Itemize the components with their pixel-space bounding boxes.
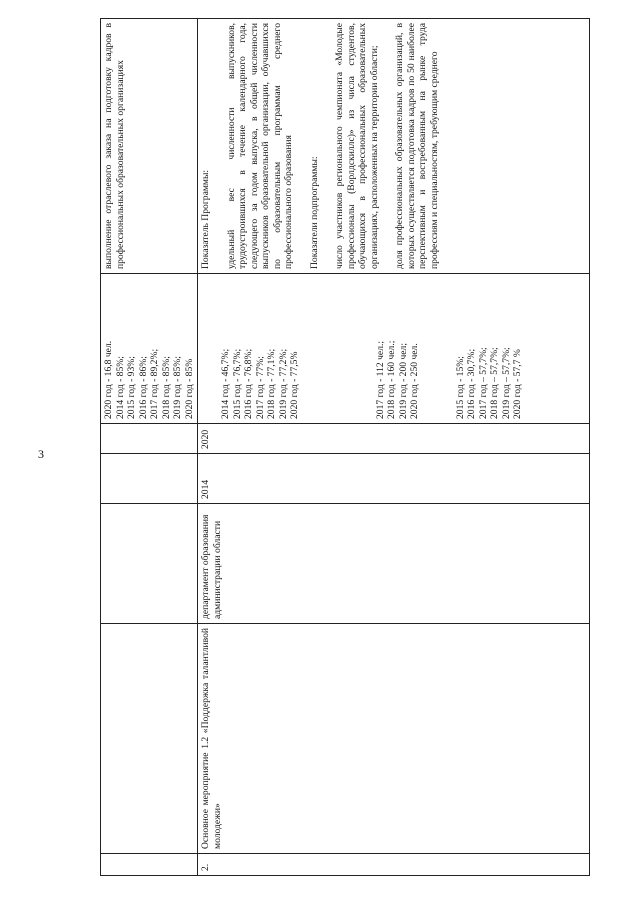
cell-values <box>198 274 590 424</box>
value-line: 2018 год - 160 чел.; <box>386 340 397 419</box>
subprogram-heading: Показатели подпрограммы: <box>308 156 320 269</box>
indicator-text: выполнение отраслевого заказа на подготовку кадров в профессиональных образовательных организациях <box>103 23 126 269</box>
cell-number <box>101 854 198 876</box>
cell-executor: департамент образования администрации области <box>198 504 590 624</box>
value-line: 2020 год - 250 чел. <box>409 343 420 419</box>
value-line: 2016 год - 76,8%; <box>243 348 254 419</box>
value-line: 2015 год - 76,7%; <box>231 348 243 419</box>
cell-start-year: 2014 <box>198 454 590 504</box>
value-line: 2017 год – 57,7%; <box>477 347 489 419</box>
subprogram-indicator-2: доля профессиональных образовательных организаций, в которых осуществляется подготовка кадров по 50 наиболее перспективным и востребованным на рынке труда профессиям и специальностям, требующим среднего <box>394 23 440 269</box>
value-line: 2020 год - 85% <box>183 358 195 419</box>
value-line: 2020 год - 57,7 % <box>512 349 523 419</box>
program-indicator: удельный вес численности выпускников, трудоустроившихся в течение календарного года, следующего за годом выпуска, в общей численности выпускников образовательной организации, обучавшихся по образовательным программам среднего профессионального образования <box>225 23 294 269</box>
cell-number: 2. <box>198 854 590 876</box>
value-line: 2017 год - 112 чел.; <box>374 340 386 419</box>
value-line: 2018 год – 57,7%; <box>489 347 500 419</box>
cell-end-year: 2020 <box>198 424 590 454</box>
value-line: 2018 год - 77,1%; <box>266 348 277 419</box>
value-line: 2018 год - 85%; <box>160 356 172 419</box>
value-line: 2017 год - 77%; <box>254 356 266 419</box>
cell-event <box>101 624 198 854</box>
cell-executor <box>101 504 198 624</box>
program-heading: Показатель Программы: <box>200 169 211 269</box>
value-line: 2017 год - 89,2%; <box>149 348 160 419</box>
value-line: 2019 год - 77,2%; <box>277 348 289 419</box>
value-line: 2019 год - 85%; <box>172 356 183 419</box>
cell-values <box>101 274 198 424</box>
value-line: 2020 год - 16,8 чел. <box>103 340 114 419</box>
cell-indicator <box>101 19 198 274</box>
cell-event: Основное мероприятие 1.2 «Поддержка талантливой молодежи» <box>198 624 590 854</box>
value-line: 2014 год - 46,7%; <box>220 348 231 419</box>
value-line: 2020 год - 77,5% <box>289 351 300 419</box>
value-line: 2015 год - 93%; <box>126 356 137 419</box>
cell-end-year <box>101 424 198 454</box>
table-row-continuation <box>101 19 198 876</box>
value-line: 2015 год - 15%; <box>454 356 466 419</box>
cell-indicator <box>198 19 590 274</box>
cell-start-year <box>101 454 198 504</box>
table-row-2 <box>198 19 590 876</box>
value-line: 2014 год - 85%; <box>114 356 126 419</box>
page-number: 3 <box>38 447 44 461</box>
value-line: 2016 год - 86%; <box>137 356 149 419</box>
subprogram-indicator-1: число участников регионального чемпионата «Молодые профессионалы (Ворлдскиллс)» из числа студентов, обучающихся в профессиональных образовательных организациях, расположенных на территории области; <box>334 23 380 269</box>
value-line: 2019 год – 57,7%; <box>500 347 512 419</box>
rotated-table-page <box>100 18 590 876</box>
value-line: 2016 год - 30,7%; <box>466 348 477 419</box>
value-line: 2019 год - 200 чел; <box>397 342 409 419</box>
program-table <box>100 18 590 876</box>
